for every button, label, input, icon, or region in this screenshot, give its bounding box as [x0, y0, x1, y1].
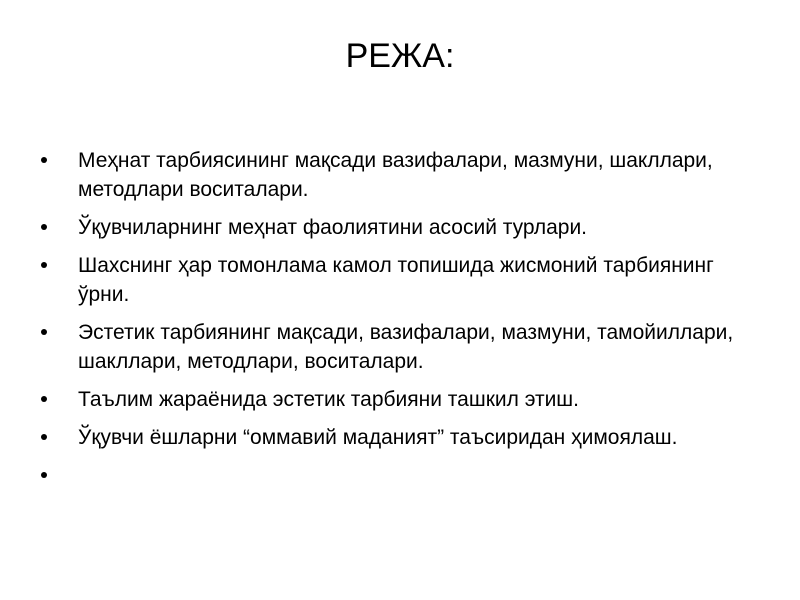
bullet-item — [40, 385, 760, 414]
bullet-dot-icon — [41, 329, 47, 335]
bullet-text: Таълим жараёнида эстетик тарбияни ташкил этиш. — [78, 388, 579, 411]
bullet-dot-icon — [41, 157, 47, 163]
bullet-dot-icon — [41, 224, 47, 230]
bullet-item — [40, 213, 760, 242]
slide-title: РЕЖА: — [345, 37, 455, 75]
bullet-item — [40, 146, 760, 204]
bullet-text: Ўқувчиларнинг меҳнат фаолиятини асосий турлари. — [78, 216, 588, 239]
bullet-item — [40, 251, 760, 309]
bullet-item — [40, 423, 760, 452]
bullet-dot-icon — [41, 396, 47, 402]
bullet-list — [40, 146, 760, 499]
bullet-text: Шахснинг ҳар томонлама камол топишида жисмоний тарбиянинг ўрни. — [78, 254, 714, 306]
bullet-item-empty — [40, 461, 760, 490]
bullet-text: Меҳнат тарбиясининг мақсади вазифалари, мазмуни, шакллари, методлари воситалари. — [78, 149, 713, 201]
bullet-dot-icon — [41, 434, 47, 440]
bullet-text: Эстетик тарбиянинг мақсади, вазифалари, мазмуни, тамойиллари, шакллари, методлари, воситалари. — [78, 321, 734, 373]
bullet-dot-icon — [41, 472, 47, 478]
bullet-text: Ўқувчи ёшларни “оммавий маданият” таъсиридан ҳимоялаш. — [78, 426, 678, 449]
bullet-item — [40, 318, 760, 376]
bullet-dot-icon — [41, 262, 47, 268]
